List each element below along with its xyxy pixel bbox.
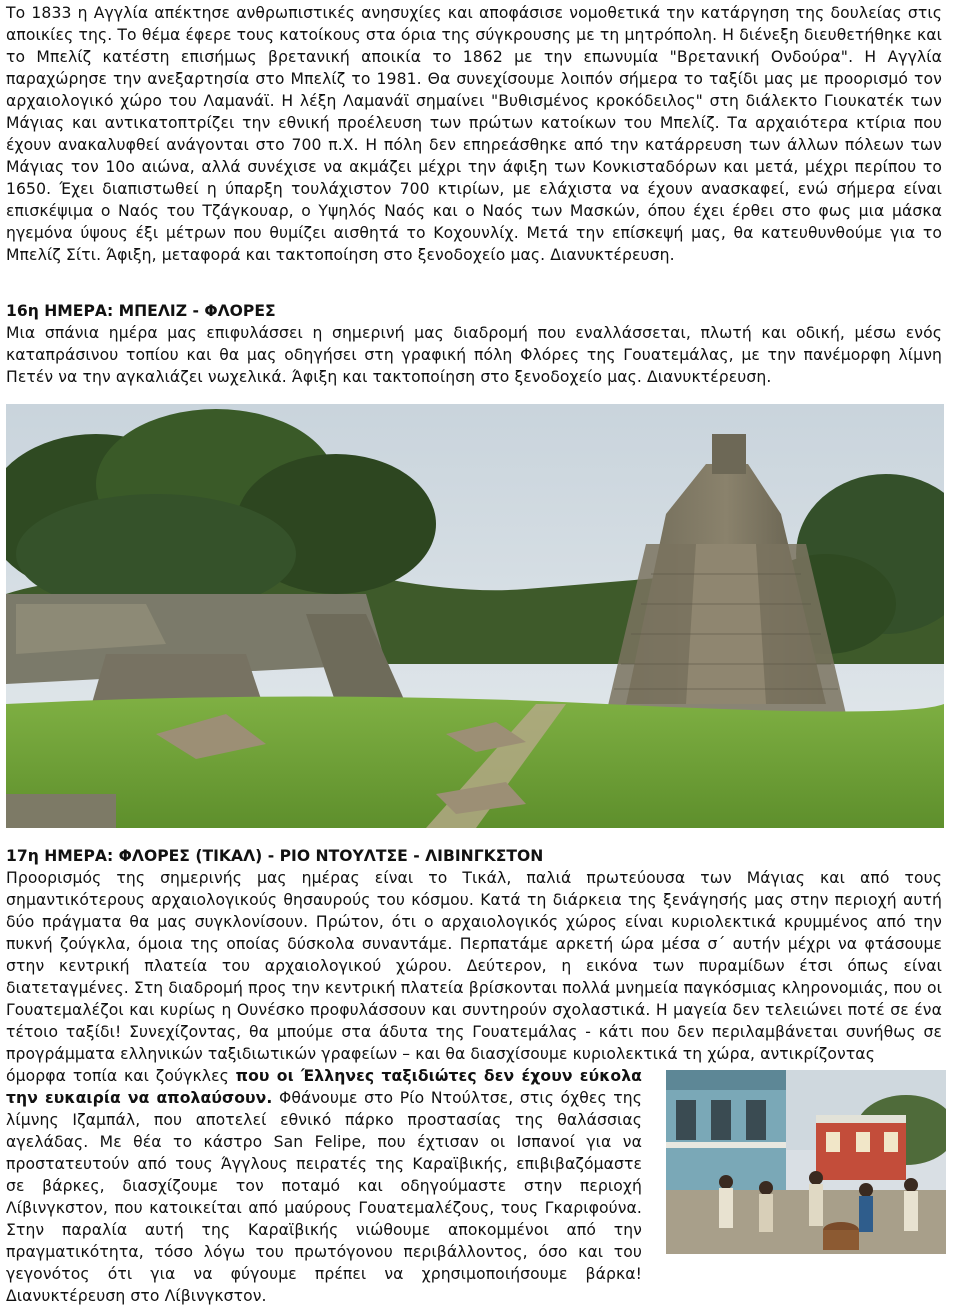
day17-text-end: Φθάνουμε στο Ρίο Ντούλτσε, στις όχθες της λίμνης Ιζαμπάλ, που αποτελεί εθνικό πάρκο προστασίας της θαλάσσιας αγελάδας. Με θέα το κάστρο San Felipe, που έχτισαν οι Ισπανοί για να προστατευτούν από τους Άγγλους πειρατές της Καραϊβικής, επιβιβαζόμαστε σε βάρκες, διασχίζουμε τον ποταμό και οδηγούμαστε στην περιοχή Λίβινγκστον, που κατοικείται από μαύρους Γουατεμαλέζους, τους Γκαριφούνα. Στην παραλία αυτή της Καραϊβικής νιώθουμε αποκομμένοι από την πραγματικότητα, τόσο λόγω του πρωτόγονου περιβάλλοντος, όσο και του γεγονότος ότι για να φύγουμε πρέπει να χρησιμοποιήσουμε βάρκα! Διανυκτέρευση στο Λίβινγκστον. <box>6 1089 642 1305</box>
intro-paragraph: Το 1833 η Αγγλία απέκτησε ανθρωπιστικές ανησυχίες και αποφάσισε νομοθετικά την κατάργηση της δουλείας στις αποικίες της. Το θέμα έφερε τους κατοίκους στα όρια της σύγκρουσης με τη μητρόπολη. Η διένεξη διευθετήθηκε και το Μπελίζ κατέστη επισήμως βρετανική αποικία το 1862 με την επωνυμία "Βρετανική Ονδούρα". Η Αγγλία παραχώρησε την ανεξαρτησία στο Μπελίζ το 1981. Θα συνεχίσουμε λοιπόν σήμερα το ταξίδι μας με προορισμό τον αρχαιολογικό χώρο του Λαμανάϊ. Η λέξη Λαμανάϊ σημαίνει "Βυθισμένος κροκόδειλος" στη διάλεκτο Γιουκατέκ των Μάγιας και αντικατοπτρίζει την εθνική προέλευση των πρώτων κατοίκων του Μπελίζ. Τα αρχαιότερα κτίρια που έχουν ανακαλυφθεί ανάγονται στο 700 π.Χ. Η πόλη δεν επηρεάσθηκε από την κατάρρευση των άλλων πόλεων των Μάγιας τον 10ο αιώνα, αλλά συνέχισε να ακμάζει μέχρι την άφιξη των Κονκισταδόρων και μετά, μέχρι περίπου το 1650. Έχει διαπιστωθεί η ύπαρξη τουλάχιστον 700 κτιρίων, με ελάχιστα να έχουν ανασκαφεί, ενώ σήμερα είναι επισκέψιμα ο Ναός του Τζάγκουαρ, ο Υψηλός Ναός και ο Ναός των Μασκών, όπου έχει έρθει στο φως μια μάσκα ηγεμόνα ύψους έξι μέτρων που θυμίζει αισθητά το Κοχουνλίχ. Μετά την επίσκεψή μας, θα κατευθυνθούμε για το Μπελίζ Σίτι. Άφιξη, μεταφορά και τακτοποίηση στο ξενοδοχείο μας. Διανυκτέρευση. <box>6 4 942 264</box>
day17-paragraph: Προορισμός της σημερινής μας ημέρας είναι το Τικάλ, παλιά πρωτεύουσα των Μάγιας και από τους σημαντικότερους αρχαιολογικούς θησαυρούς του κόσμου. Κατά τη διάρκεια της ξενάγησής μας στην περιοχή αυτή δύο πράγματα θα μας συγκλονίσουν. Πρώτον, ότι ο αρχαιολογικός χώρος είναι κυριολεκτικά κρυμμένος από την πυκνή ζούγκλα, όμοια της οποίας δύσκολα συναντάμε. Περπατάμε αρκετή ώρα μέσα σ΄ αυτήν μέχρι να φτάσουμε στην κεντρική πλατεία του αρχαιολογικού χώρου. Δεύτερον, η εικόνα των πυραμίδων έτσι όπως είναι διατεταγμένες. Στη διαδρομή προς την κεντρική πλατεία βρίσκονται πολλά μνημεία παγκόσμιας κληρονομιάς, που οι Γουατεμαλέζοι και κυρίως η Ουνέσκο προφυλάσσουν και συντηρούν σχολαστικά. Η μαγεία δεν τελειώνει ποτέ σε ένα τέτοιο ταξίδι! Συνεχίζοντας, θα μπούμε στα άδυτα της Γουατεμάλας - κάτι που δεν περιλαμβάνεται συνήθως σε προγράμματα ελληνικών ταξιδιωτικών γραφείων – και θα διασχίσουμε κυριολεκτικά τη χώρα, αντικρίζοντας <box>6 869 942 1063</box>
tikal-pyramid-photo <box>6 404 944 828</box>
day17-heading: 17η ΗΜΕΡΑ: ΦΛΟΡΕΣ (ΤΙΚΑΛ) - ΡΙΟ ΝΤΟΥΛΤΣΕ - ΛΙΒΙΝΓΚΣΤΟΝ <box>6 847 544 865</box>
day17-paragraph-continued <box>6 1065 642 1307</box>
day17-bold-phrase: που οι Έλληνες ταξιδιώτες δεν έχουν εύκολα την ευκαιρία να απολαύσουν. <box>6 1067 642 1107</box>
day16-paragraph: Μια σπάνια ημέρα μας επιφυλάσσει η σημερινή μας διαδρομή που εναλλάσσεται, πλωτή και οδική, μέσω ενός καταπράσινου τοπίου και θα μας οδηγήσει στη γραφική πόλη Φλόρες της Γουατεμάλας, με την πανέμορφη λίμνη Πετέν να την αγκαλιάζει νωχελικά. Άφιξη και τακτοποίηση στο ξενοδοχείο μας. Διανυκτέρευση. <box>6 324 942 386</box>
livingston-street-photo <box>666 1070 946 1254</box>
day16-heading: 16η ΗΜΕΡΑ: ΜΠΕΛΙΖ - ΦΛΟΡΕΣ <box>6 302 276 320</box>
day17-text-start: όμορφα τοπία και ζούγκλες <box>6 1067 236 1085</box>
